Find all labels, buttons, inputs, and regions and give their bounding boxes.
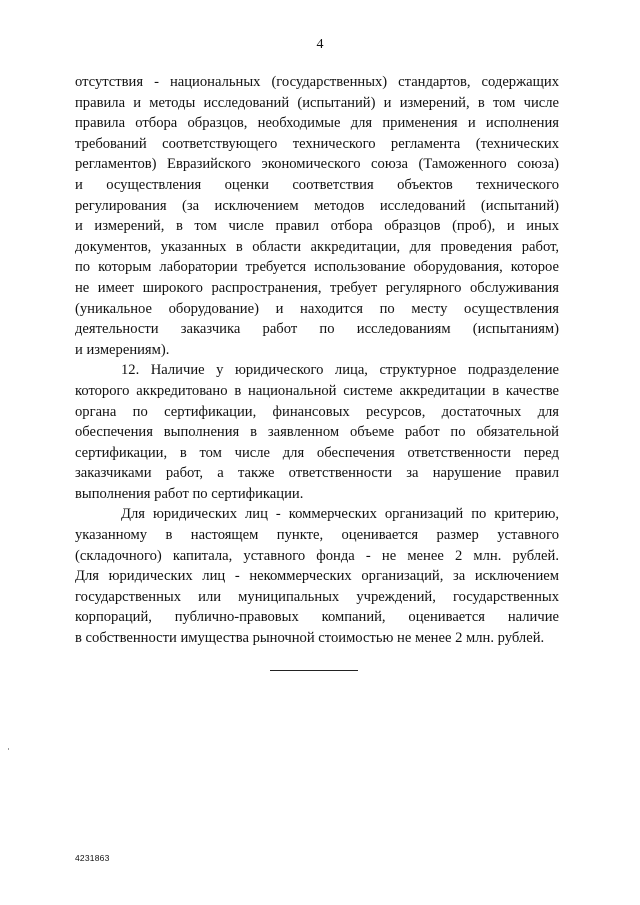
text-line: регулирования (за исключением методов исследований (испытаний) xyxy=(75,197,559,214)
text-line: и осуществления оценки соответствия объектов технического xyxy=(75,176,559,193)
text-line: деятельности заказчика работ по исследованиям (испытаниям) xyxy=(75,321,559,338)
text-line: 12. Наличие у юридического лица, структурное подразделение xyxy=(121,362,559,379)
text-line: государственных или муниципальных учреждений, государственных xyxy=(75,588,559,605)
text-line: корпораций, публично-правовых компаний, оценивается наличие xyxy=(75,609,559,626)
text-line: (складочного) капитала, уставного фонда - не менее 2 млн. рублей. xyxy=(75,547,559,564)
text-line: сертификации, в том числе для обеспечения ответственности перед xyxy=(75,444,559,461)
text-line: обеспечения выполнения в заявленном объеме работ по обязательной xyxy=(75,424,559,441)
text-line: правила и методы исследований (испытаний) и измерений, в том числе xyxy=(75,94,559,111)
text-line: требований соответствующего технического регламента (технических xyxy=(75,135,559,152)
paragraph-criteria xyxy=(75,504,559,648)
text-line: не имеет широкого распространения, требует регулярного обслуживания xyxy=(75,279,559,296)
text-line: Для юридических лиц - некоммерческих организаций, за исключением xyxy=(75,568,559,585)
text-line: выполнения работ по сертификации. xyxy=(75,485,304,502)
text-line: по которым лаборатории требуется использование оборудования, которое xyxy=(75,259,559,276)
margin-mark xyxy=(8,748,9,750)
text-line: указанному в настоящем пункте, оценивается размер уставного xyxy=(75,527,559,544)
text-line: в собственности имущества рыночной стоимостью не менее 2 млн. рублей. xyxy=(75,630,545,647)
end-of-document-rule xyxy=(270,670,358,671)
paragraph-continuation xyxy=(75,72,559,360)
text-line: правила отбора образцов, необходимые для применения и исполнения xyxy=(75,115,559,132)
paragraph-item-12 xyxy=(75,360,559,504)
text-line: которого аккредитовано в национальной системе аккредитации в качестве xyxy=(75,382,559,399)
text-line: и измерений, в том числе правил отбора образцов (проб), и иных xyxy=(75,218,559,235)
text-line: отсутствия - национальных (государственных) стандартов, содержащих xyxy=(75,74,559,90)
text-line: регламентов) Евразийского экономического союза (Таможенного союза) xyxy=(75,156,559,173)
text-line: и измерениям). xyxy=(75,341,170,358)
text-line: заказчиками работ, а также ответственности за нарушение правил xyxy=(75,465,559,482)
page-number: 4 xyxy=(316,37,324,52)
document-body xyxy=(75,72,559,649)
text-line: органа по сертификации, финансовых ресурсов, достаточных для xyxy=(75,403,559,420)
text-line: (уникальное оборудование) и находится по месту осуществления xyxy=(75,300,559,317)
document-code: 4231863 xyxy=(75,853,110,863)
text-line: документов, указанных в области аккредитации, для проведения работ, xyxy=(75,238,559,255)
text-line: Для юридических лиц - коммерческих организаций по критерию, xyxy=(121,506,559,523)
